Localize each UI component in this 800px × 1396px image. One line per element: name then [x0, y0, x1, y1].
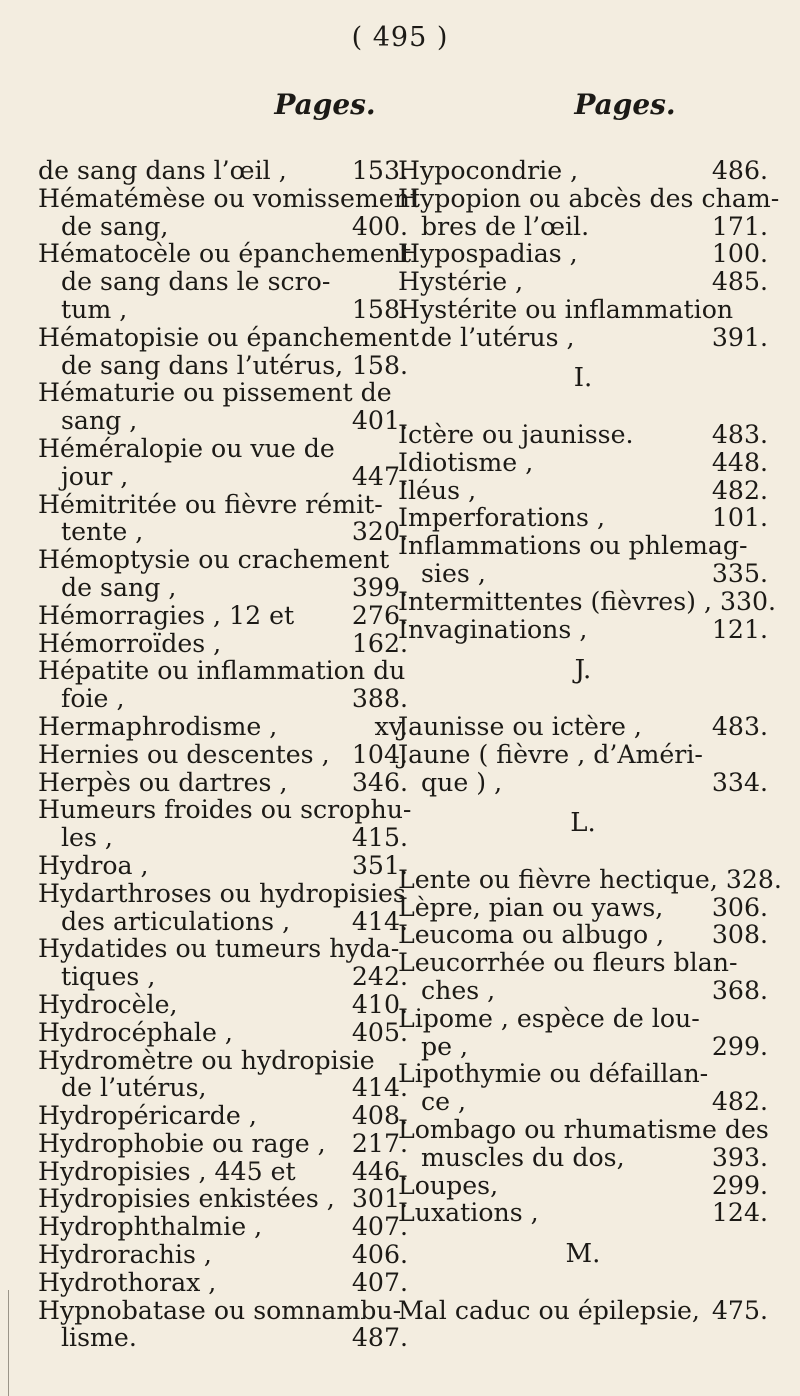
entry-text: Hydrophobie ou rage , — [38, 1128, 326, 1158]
entry-line — [38, 1074, 408, 1102]
entry-text: Iléus , — [398, 475, 477, 505]
entry-line — [398, 949, 768, 977]
entry-line — [398, 157, 768, 185]
entry-line — [38, 1102, 408, 1130]
entry-text: Hydropisies enkistées , — [38, 1184, 335, 1214]
entry-text: Hypnobatase ou somnambu- — [38, 1295, 402, 1325]
entry-line — [38, 991, 408, 1019]
entry-text: que ) , — [421, 767, 503, 797]
entry-page-number: 301. — [351, 1184, 408, 1214]
entry-text: Héméralopie ou vue de — [38, 433, 335, 463]
entry-text: Hématurie ou pissement de — [38, 378, 392, 408]
entry-text: Mal caduc ou épilepsie, — [398, 1295, 700, 1325]
entry-page-number: 486. — [711, 156, 768, 185]
entry-page-number: 407. — [351, 1212, 408, 1242]
entry-text: Humeurs froides ou scrophu- — [38, 795, 412, 825]
entry-line — [38, 657, 408, 685]
entry-line — [398, 1172, 768, 1200]
entry-text: Hydrocéphale , — [38, 1017, 233, 1047]
entry-text: Lèpre, pian ou yaws, — [398, 892, 664, 922]
entry-text: Hydroa , — [38, 850, 149, 880]
entry-line — [38, 268, 408, 296]
entry-line — [38, 239, 412, 269]
entry-text: Jaunisse ou ictère , — [398, 711, 642, 741]
entry-text: Hystérie , — [398, 267, 524, 297]
index-entry — [398, 268, 768, 296]
entry-page-number: 351. — [351, 850, 408, 880]
index-entry — [398, 949, 768, 1005]
entry-text: Lente ou fièvre hectique, — [398, 864, 718, 894]
index-entry — [38, 991, 408, 1019]
entry-text: Hématocèle ou épanchement — [38, 239, 412, 269]
entry-line — [398, 713, 768, 741]
entry-text: les , — [61, 823, 113, 853]
entry-page-number: 308. — [711, 920, 768, 950]
entry-line — [398, 1005, 768, 1033]
index-entry — [38, 741, 408, 769]
section-letter: I. — [573, 363, 593, 394]
entry-line — [38, 908, 408, 936]
entry-line — [38, 157, 408, 185]
entry-page-number: 448. — [711, 447, 768, 477]
index-entry — [38, 713, 408, 741]
entry-text: tiques , — [61, 962, 156, 992]
entry-page-number: 482. — [711, 1087, 768, 1117]
entry-page-number: 399. — [351, 572, 408, 602]
column-heading-right: Pages. — [574, 88, 676, 121]
entry-page-number: 485. — [711, 267, 768, 297]
entry-text: Invaginations , — [398, 614, 588, 644]
section-letter: L. — [570, 808, 596, 839]
entry-page-number: 217. — [351, 1128, 408, 1158]
entry-page-number: 393. — [711, 1142, 768, 1172]
entry-page-number: 299. — [711, 1170, 768, 1200]
entry-line — [398, 894, 768, 922]
entry-line — [38, 1213, 408, 1241]
entry-line — [398, 477, 768, 505]
entry-line — [38, 322, 420, 352]
entry-text: Hémoptysie ou crachement — [38, 545, 390, 575]
entry-line — [398, 1033, 768, 1061]
entry-line — [38, 296, 408, 324]
entry-line — [398, 1116, 768, 1144]
section-letter: M. — [565, 1239, 601, 1270]
entry-text: muscles du dos, — [421, 1142, 625, 1172]
index-column-left — [38, 156, 421, 1353]
index-entry — [38, 769, 408, 797]
entry-text: Hépatite ou inflammation du — [38, 656, 406, 686]
index-entry — [38, 1019, 408, 1047]
index-entry — [38, 1158, 408, 1186]
entry-page-number: 406. — [351, 1240, 408, 1270]
entry-text: foie , — [61, 684, 125, 714]
entry-text: Hydrocèle, — [38, 989, 178, 1019]
entry-line — [38, 1047, 408, 1075]
entry-line — [398, 1297, 768, 1325]
entry-page-number: 328. — [725, 864, 782, 894]
index-entry — [398, 532, 768, 588]
index-column-right — [398, 156, 782, 1325]
margin-rule — [8, 1290, 9, 1396]
entry-line — [398, 532, 768, 560]
entry-text: ches , — [421, 975, 496, 1005]
entry-line — [398, 1088, 768, 1116]
section-letter: J. — [574, 655, 592, 686]
index-entry — [38, 322, 420, 380]
index-entry — [398, 921, 768, 949]
entry-text: jour , — [61, 461, 129, 491]
entry-text: de l’utérus , — [421, 322, 575, 352]
entry-text: Herpès ou dartres , — [38, 767, 288, 797]
entry-line — [398, 504, 768, 532]
entry-page-number: 306. — [711, 892, 768, 922]
index-entry — [398, 894, 768, 922]
index-entry — [38, 435, 408, 491]
entry-page-number: 408. — [351, 1101, 408, 1131]
index-entry — [38, 491, 408, 547]
entry-page-number: 320. — [351, 517, 408, 547]
entry-text: de l’utérus, — [61, 1073, 207, 1103]
index-entry — [398, 1005, 768, 1061]
entry-text: Hydarthroses ou hydropisies — [38, 878, 406, 908]
index-entry — [398, 1172, 768, 1200]
index-entry — [38, 880, 408, 936]
entry-line — [398, 586, 777, 616]
index-entry — [398, 1297, 768, 1325]
index-entry — [38, 1130, 408, 1158]
entry-line — [38, 1130, 408, 1158]
index-entry — [398, 504, 768, 532]
index-entry — [38, 852, 408, 880]
entry-page-number: 483. — [711, 420, 768, 450]
entry-text: Hydromètre ou hydropisie — [38, 1045, 375, 1075]
entry-line — [38, 491, 408, 519]
entry-line — [398, 741, 768, 769]
entry-text: bres de l’œil. — [421, 211, 590, 241]
index-entry — [38, 183, 421, 241]
entry-line — [38, 546, 408, 574]
entry-page-number: 101. — [711, 503, 768, 533]
entry-page-number: 414. — [351, 906, 408, 936]
entry-page-number: 162. — [351, 628, 408, 658]
entry-text: Leucorrhée ou fleurs blan- — [398, 948, 738, 978]
index-entry — [38, 239, 412, 324]
entry-line — [38, 463, 408, 491]
entry-line — [38, 518, 408, 546]
entry-text: ce , — [421, 1087, 467, 1117]
entry-line — [398, 268, 768, 296]
entry-text: Hydatides ou tumeurs hyda- — [38, 934, 400, 964]
index-entry — [398, 183, 780, 241]
entry-text: de sang, — [61, 211, 169, 241]
entry-text: Inflammations ou phlemag- — [398, 531, 748, 561]
entry-line — [38, 1297, 408, 1325]
entry-page-number: 242. — [351, 962, 408, 992]
entry-text: de sang dans l’œil , — [38, 156, 287, 185]
entry-line — [398, 560, 768, 588]
index-entry — [38, 1102, 408, 1130]
entry-line — [38, 407, 408, 435]
entry-line — [398, 240, 768, 268]
entry-text: pe , — [421, 1031, 469, 1061]
index-entry — [398, 296, 768, 352]
index-entry — [398, 586, 777, 616]
entry-line — [38, 213, 408, 241]
index-entry — [38, 1241, 408, 1269]
index-entry — [38, 657, 408, 713]
entry-text: Hémorragies , 12 et — [38, 600, 295, 630]
entry-line — [38, 352, 408, 380]
index-entry — [38, 630, 408, 658]
entry-page-number: 335. — [711, 559, 768, 589]
entry-page-number: 446. — [351, 1156, 408, 1186]
page-number: ( 495 ) — [351, 22, 449, 53]
entry-text: Imperforations , — [398, 503, 605, 533]
entry-page-number: 121. — [711, 614, 768, 644]
index-entry — [38, 1297, 408, 1353]
entry-text: Hydrophthalmie , — [38, 1212, 263, 1242]
entry-page-number: 276. — [351, 600, 408, 630]
entry-page-number: 405. — [351, 1017, 408, 1047]
index-entry — [398, 864, 782, 894]
entry-text: Hypopion ou abcès des cham- — [398, 183, 780, 213]
entry-page-number: 158. — [351, 294, 408, 324]
entry-line — [38, 435, 408, 463]
entry-page-number: 483. — [711, 711, 768, 741]
entry-text: Hystérite ou inflammation — [398, 294, 734, 324]
entry-text: Hypospadias , — [398, 239, 578, 269]
entry-text: Hernies ou descentes , — [38, 739, 330, 769]
entry-line — [398, 1199, 768, 1227]
entry-text: Loupes, — [398, 1170, 499, 1200]
index-entry — [38, 1269, 408, 1297]
entry-line — [38, 769, 408, 797]
entry-text: Hydrorachis , — [38, 1240, 212, 1270]
entry-line — [398, 769, 768, 797]
entry-page-number: 346. — [351, 767, 408, 797]
entry-page-number: 414. — [351, 1073, 408, 1103]
index-entry — [398, 1116, 768, 1172]
entry-page-number: 475. — [711, 1295, 768, 1325]
entry-text: Ictère ou jaunisse. — [398, 420, 634, 450]
entry-line — [38, 1324, 408, 1352]
entry-page-number: 482. — [711, 475, 768, 505]
entry-line — [398, 324, 768, 352]
entry-line — [398, 616, 768, 644]
entry-text: lisme. — [61, 1323, 137, 1353]
index-entry — [38, 379, 408, 435]
entry-line — [38, 880, 408, 908]
index-entry — [38, 546, 408, 602]
entry-line — [398, 213, 768, 241]
entry-line — [38, 824, 408, 852]
entry-line — [38, 1185, 408, 1213]
entry-page-number: 415. — [351, 823, 408, 853]
entry-page-number: 407. — [351, 1267, 408, 1297]
entry-line — [38, 602, 408, 630]
index-entry — [38, 157, 408, 185]
entry-text: de sang dans l’utérus, — [61, 350, 344, 380]
index-entry — [398, 713, 768, 741]
index-entry — [398, 240, 768, 268]
index-entry — [398, 421, 768, 449]
column-heading-left: Pages. — [274, 88, 376, 121]
entry-line — [398, 864, 782, 894]
entry-text: tente , — [61, 517, 144, 547]
entry-page-number: xv. — [374, 711, 408, 741]
entry-page-number: 487. — [351, 1323, 408, 1353]
index-entry — [398, 1199, 768, 1227]
entry-text: des articulations , — [61, 906, 291, 936]
entry-page-number: 153. — [351, 156, 408, 185]
index-entry — [398, 741, 768, 797]
index-entry — [38, 1047, 408, 1103]
entry-line — [38, 852, 408, 880]
entry-line — [398, 921, 768, 949]
entry-page-number: 330. — [719, 586, 777, 616]
entry-text: Lipome , espèce de lou- — [398, 1003, 700, 1033]
entry-line — [38, 1158, 408, 1186]
entry-line — [398, 183, 780, 213]
entry-page-number: 334. — [711, 767, 768, 797]
entry-text: Hémorroïdes , — [38, 628, 222, 658]
index-entry — [38, 602, 408, 630]
entry-line — [38, 379, 408, 407]
entry-page-number: 447. — [351, 461, 408, 491]
entry-text: Idiotisme , — [398, 447, 534, 477]
entry-line — [398, 1060, 768, 1088]
entry-text: Hydrothorax , — [38, 1267, 217, 1297]
index-entry — [398, 616, 768, 644]
entry-page-number: 299. — [711, 1031, 768, 1061]
entry-text: Hypocondrie , — [398, 156, 579, 185]
entry-line — [398, 296, 768, 324]
index-entry — [398, 1060, 768, 1116]
entry-text: de sang , — [61, 572, 177, 602]
entry-line — [38, 630, 408, 658]
entry-page-number: 100. — [711, 239, 768, 269]
entry-line — [38, 574, 408, 602]
entry-text: Lombago ou rhumatisme des — [398, 1114, 769, 1144]
entry-line — [398, 977, 768, 1005]
entry-line — [398, 421, 768, 449]
entry-text: Hématopisie ou épanchement — [38, 322, 420, 352]
entry-text: Hémitritée ou fièvre rémit- — [38, 489, 383, 519]
entry-page-number: 368. — [711, 975, 768, 1005]
entry-text: Jaune ( fièvre , d’Améri- — [398, 739, 703, 769]
index-entry — [398, 157, 768, 185]
entry-line — [38, 741, 408, 769]
index-entry — [38, 1213, 408, 1241]
index-entry — [398, 477, 768, 505]
entry-page-number: 401. — [351, 406, 408, 436]
entry-line — [38, 1241, 408, 1269]
entry-line — [398, 449, 768, 477]
entry-page-number: 124. — [711, 1198, 768, 1228]
entry-text: Hydropisies , 445 et — [38, 1156, 296, 1186]
entry-text: sang , — [61, 406, 138, 436]
index-entry — [398, 449, 768, 477]
entry-text: Hydropéricarde , — [38, 1101, 257, 1131]
entry-line — [38, 935, 408, 963]
entry-line — [38, 713, 408, 741]
index-entry — [38, 1185, 408, 1213]
entry-page-number: 391. — [711, 322, 768, 352]
entry-text: Hermaphrodisme , — [38, 711, 278, 741]
entry-line — [38, 963, 408, 991]
index-entry — [38, 795, 412, 853]
index-entry — [38, 935, 408, 991]
entry-page-number: 388. — [351, 684, 408, 714]
entry-line — [398, 1144, 768, 1172]
entry-line — [38, 183, 421, 213]
entry-page-number: 171. — [711, 211, 768, 241]
entry-text: Leucoma ou albugo , — [398, 920, 665, 950]
entry-text: Intermittentes (fièvres) , — [398, 586, 712, 616]
entry-line — [38, 795, 412, 825]
entry-text: de sang dans le scro- — [61, 267, 331, 297]
entry-text: Lipothymie ou défaillan- — [398, 1059, 709, 1089]
entry-text: sies , — [421, 559, 486, 589]
entry-page-number: 410. — [351, 989, 408, 1019]
entry-text: Luxations , — [398, 1198, 539, 1228]
entry-page-number: 400. — [351, 211, 408, 241]
entry-line — [38, 1019, 408, 1047]
entry-page-number: 158. — [351, 350, 408, 380]
entry-text: Hématémèse ou vomissement — [38, 183, 421, 213]
entry-text: tum , — [61, 294, 128, 324]
entry-page-number: 104. — [351, 739, 408, 769]
entry-line — [38, 685, 408, 713]
entry-line — [38, 1269, 408, 1297]
